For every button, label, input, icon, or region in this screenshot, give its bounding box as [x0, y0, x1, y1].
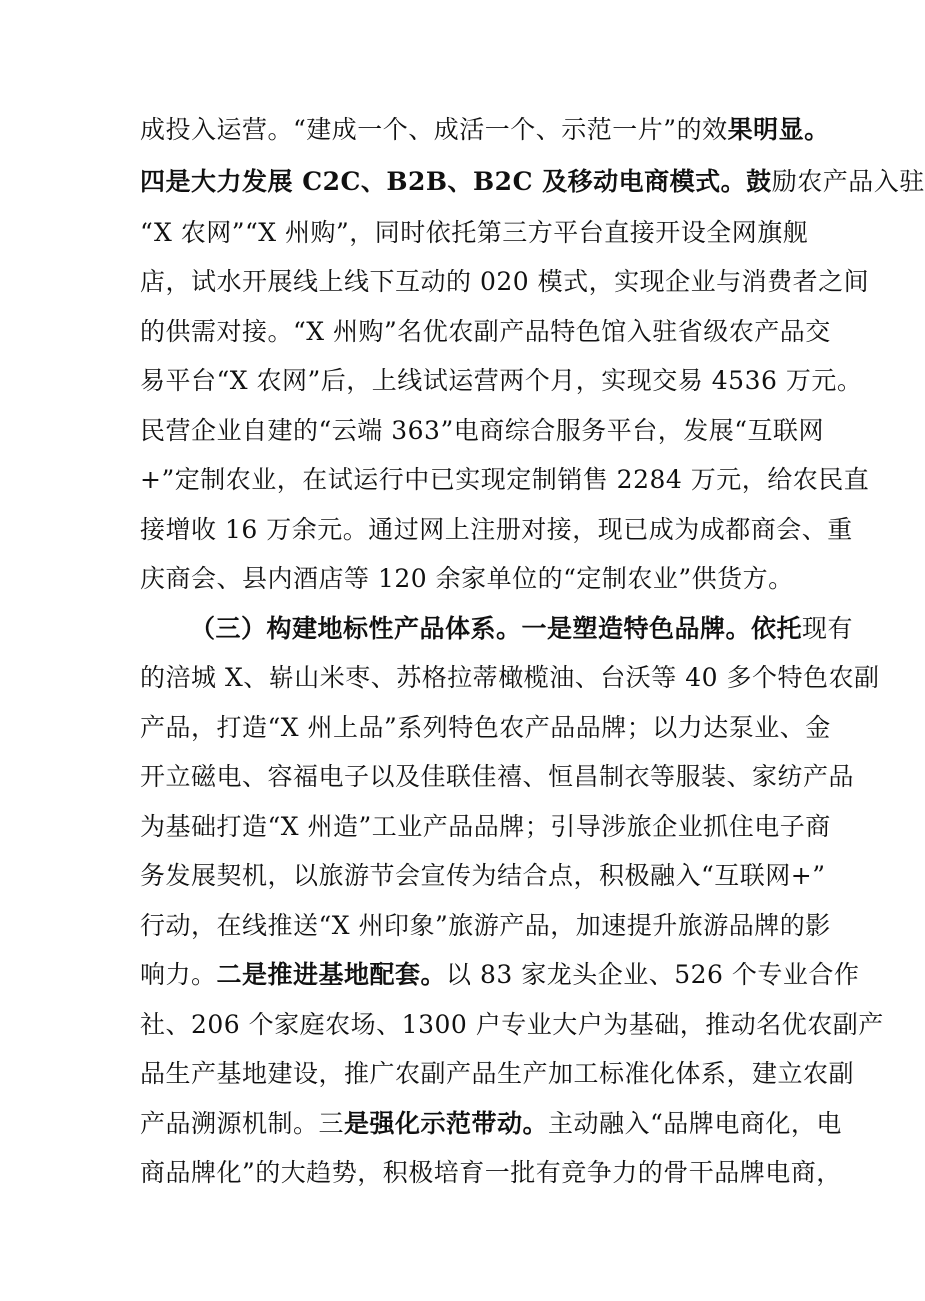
text-run: 以 83 家龙头企业、526 个专业合作: [446, 960, 860, 989]
bold-text-run: 果明显。: [727, 115, 830, 144]
p2-line-11: [140, 1102, 842, 1146]
text-run: “X 农网”“X 州购”，同时依托第三方平台直接开设全网旗舰: [140, 218, 809, 247]
text-run: 务发展契机，以旅游节会宣传为结合点，积极融入“互联网+”: [140, 861, 826, 890]
bold-text-run: 是强化示范带动。: [344, 1109, 549, 1138]
text-run: 店，试水开展线上线下互动的 020 模式，实现企业与消费者之间: [140, 267, 870, 296]
text-run: 产品溯源机制。三: [140, 1109, 345, 1138]
p2-line-5: [140, 805, 831, 849]
text-run: 开立磁电、容福电子以及佳联佳禧、恒昌制衣等服装、家纺产品: [140, 762, 855, 791]
p2-line-7: [140, 904, 831, 948]
p2-line-9: [140, 1003, 884, 1047]
text-run: 的供需对接。“X 州购”名优农副产品特色馆入驻省级农产品交: [140, 317, 831, 346]
text-run: 品生产基地建设，推广农副产品生产加工标准化体系，建立农副: [140, 1059, 855, 1088]
text-run: 响力。: [140, 960, 217, 989]
text-run: 产品，打造“X 州上品”系列特色农产品品牌；以力达泵业、金: [140, 713, 831, 742]
p2-line-12: [140, 1151, 842, 1195]
bold-text-run: （三）构建地标性产品体系。一是塑造特色品牌。依托: [190, 614, 803, 643]
p1-line-6: [140, 359, 863, 403]
text-run: 励农产品入驻: [771, 167, 925, 196]
p1-line-4: [140, 260, 870, 304]
p1-line-8: [140, 458, 870, 502]
text-run: 成投入运营。“建成一个、成活一个、示范一片”的效: [140, 115, 728, 144]
text-run: 的涪城 X、崭山米枣、苏格拉蒂橄榄油、台沃等 40 多个特色农副: [140, 663, 880, 692]
p2-line-6: [140, 854, 826, 898]
text-run: 庆商会、县内酒店等 120 余家单位的“定制农业”供货方。: [140, 564, 794, 593]
text-run: 主动融入“品牌电商化，电: [548, 1109, 842, 1138]
p1-line-7: [140, 409, 825, 453]
text-run: 民营企业自建的“云端 363”电商综合服务平台，发展“互联网: [140, 416, 825, 445]
p2-line-2: [140, 656, 880, 700]
text-run: 现有: [802, 614, 854, 643]
text-run: 为基础打造“X 州造”工业产品品牌；引导涉旅企业抓住电子商: [140, 812, 831, 841]
p2-line-10: [140, 1052, 855, 1096]
p1-line-3: [140, 211, 809, 255]
bold-text-run: 二是推进基地配套。: [216, 960, 447, 989]
p2-line-4: [140, 755, 855, 799]
p1-line-5: [140, 310, 831, 354]
p1-line-10: [140, 557, 794, 601]
p2-line-1: [190, 607, 854, 651]
text-run: 社、206 个家庭农场、1300 户专业大户为基础，推动名优农副产: [140, 1010, 884, 1039]
text-run: 易平台“X 农网”后，上线试运营两个月，实现交易 4536 万元。: [140, 366, 863, 395]
p1-line-1: [140, 108, 830, 152]
p2-line-8: [140, 953, 860, 997]
p1-line-9: [140, 508, 853, 552]
p1-line-2: [140, 160, 925, 204]
text-run: +”定制农业，在试运行中已实现定制销售 2284 万元，给农民直: [140, 465, 870, 494]
p2-line-3: [140, 706, 831, 750]
bold-text-run: 四是大力发展 C2C、B2B、B2C 及移动电商模式。鼓: [140, 167, 772, 196]
text-run: 行动，在线推送“X 州印象”旅游产品，加速提升旅游品牌的影: [140, 911, 831, 940]
text-run: 商品牌化”的大趋势，积极培育一批有竞争力的骨干品牌电商，: [140, 1158, 842, 1187]
text-run: 接增收 16 万余元。通过网上注册对接，现已成为成都商会、重: [140, 515, 853, 544]
